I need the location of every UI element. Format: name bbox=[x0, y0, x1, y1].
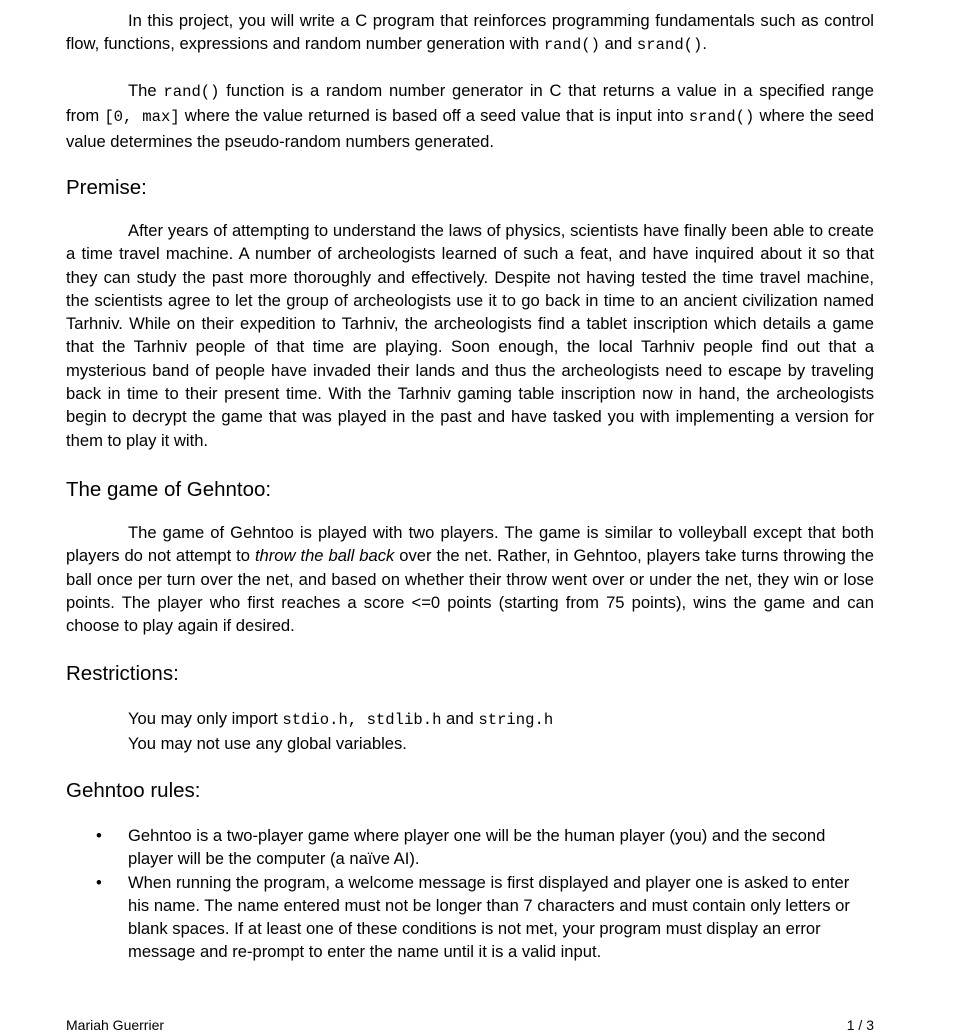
footer-page-number: 1 / 3 bbox=[846, 1017, 874, 1033]
premise-body bbox=[66, 219, 874, 452]
restrictions-section bbox=[66, 661, 874, 687]
restrictions-line-2: You may not use any global variables. bbox=[128, 734, 407, 754]
code-srand: srand() bbox=[688, 108, 755, 127]
code-string-h: string.h bbox=[478, 711, 554, 729]
intro-paragraph-1 bbox=[66, 9, 874, 58]
rules-list bbox=[66, 824, 874, 964]
bullet-icon: • bbox=[96, 872, 102, 892]
restrictions-heading: Restrictions: bbox=[66, 662, 179, 685]
intro-p2-text-b: function is a random number generator in C that returns a value in a specified range from bbox=[66, 81, 874, 126]
code-headers: stdio.h, stdlib.h bbox=[282, 711, 442, 729]
intro-p2-text-c: where the value returned is based off a seed value that is input into bbox=[179, 106, 689, 126]
list-item bbox=[66, 871, 874, 964]
intro-p1-text-a: In this project, you will write a C program that reinforces programming fundamentals such as control flow, functions, expressions and random number generation with bbox=[66, 11, 874, 54]
intro-p2-text-a: The bbox=[128, 81, 164, 100]
restrictions-line-1 bbox=[128, 707, 936, 732]
footer-author: Mariah Guerrier bbox=[66, 1017, 165, 1033]
bullet-icon: • bbox=[96, 826, 102, 845]
premise-heading: Premise: bbox=[66, 176, 147, 199]
rules-heading: Gehntoo rules: bbox=[66, 779, 201, 802]
game-heading: The game of Gehntoo: bbox=[66, 478, 272, 501]
intro-p1-text-c: . bbox=[702, 34, 708, 54]
rule-text: When running the program, a welcome message is first displayed and player one is asked to enter his name. The name entered must not be longer than 7 characters and must contain only letters or blank spaces. If at least one of these conditions is not met, your program must display an error message and re-prompt to enter the name until it is a valid input. bbox=[128, 872, 850, 962]
rules-section bbox=[66, 778, 874, 804]
premise-text: After years of attempting to understand the laws of physics, scientists have finally been able to create a time travel machine. A number of archeologists learned of such a feat, and have inquired about it so that they can study the past more thoroughly and effectively. Despite not having tested the time travel machine, the scientists agree to let the group of archeologists use it to go back in time to an ancient civilization named Tarhniv. While on their expedition to Tarhniv, the archeologists find a tablet inscription which details a game that the Tarhniv people of that time are playing. Soon enough, the local Tarhniv people find out that a mysterious band of people have invaded their lands and thus the archeologists need to escape by traveling back in time to their present time. With the Tarhniv gaming table inscription now in hand, the archeologists begin to decrypt the game that was played in the past and have tasked you with implementing a version for them to play it with. bbox=[66, 221, 874, 450]
game-body bbox=[66, 521, 874, 637]
code-range: [0, max] bbox=[104, 108, 180, 127]
intro-p1-text-b: and bbox=[599, 34, 637, 54]
code-rand: rand() bbox=[543, 36, 600, 55]
restrictions-text-a: You may only import bbox=[128, 709, 283, 728]
intro-p2-text-d: where the seed value determines the pseudo-random numbers generated. bbox=[66, 106, 874, 151]
game-text-a: The game of Gehntoo is played with two players. The game is similar to volleyball except that both players do not attempt to bbox=[66, 523, 874, 566]
premise-section bbox=[66, 175, 874, 201]
rules-body bbox=[66, 824, 874, 964]
code-rand: rand() bbox=[163, 83, 220, 101]
page-footer bbox=[66, 1017, 874, 1033]
rule-text: Gehntoo is a two-player game where player one will be the human player (you) and the second player will be the computer (a naïve AI). bbox=[128, 826, 826, 869]
game-text-b: over the net. Rather, in Gehntoo, players take turns throwing the ball once per turn over the net, and based on whether their throw went over or under the net, they win or lose points. The player who first reaches a score <=0 points (starting from 75 points), wins the game and can choose to play again if desired. bbox=[66, 546, 874, 636]
game-section bbox=[66, 477, 874, 503]
list-item bbox=[66, 824, 874, 871]
game-text-emphasis: throw the ball back bbox=[254, 546, 395, 566]
intro-paragraph-2 bbox=[66, 79, 874, 153]
code-srand: srand() bbox=[636, 36, 703, 55]
restrictions-body bbox=[66, 707, 936, 756]
restrictions-text-b: and bbox=[441, 709, 479, 728]
